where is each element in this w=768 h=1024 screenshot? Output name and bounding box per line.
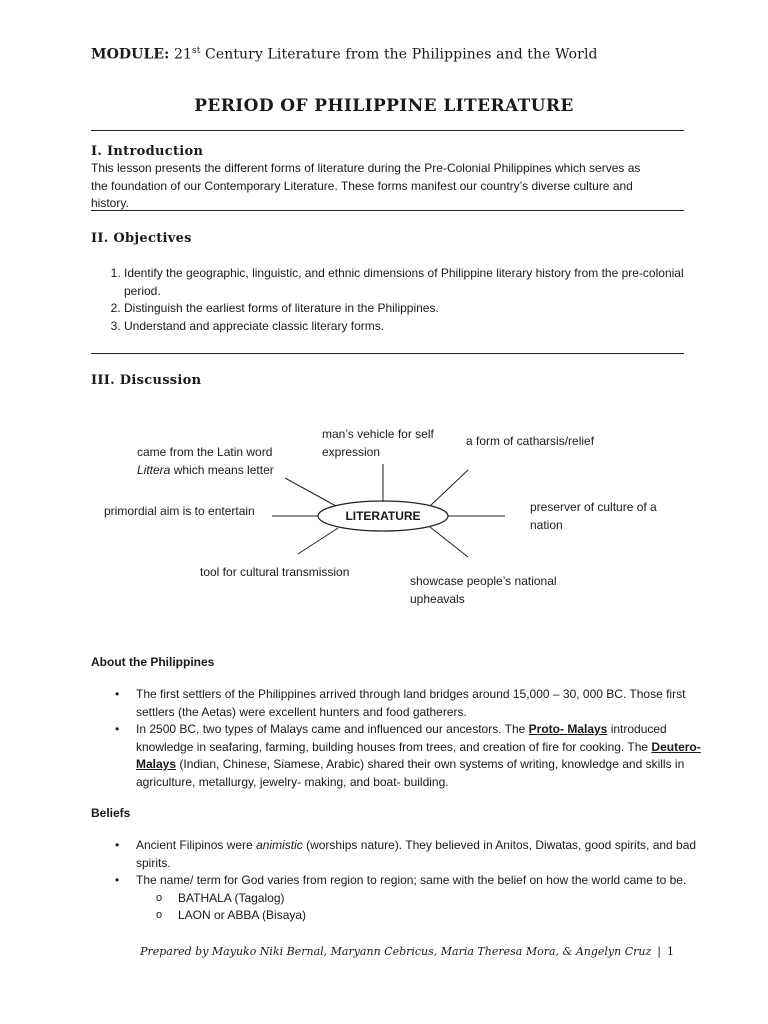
introduction-text: This lesson presents the different forms of literature during the Pre-Colonial Philippines which serves as the foundation of our Contemporary Literature. These forms manifest our country’s diverse culture and history.: [91, 161, 641, 210]
objectives-heading: II. Objectives: [91, 231, 192, 246]
beliefs-heading: Beliefs: [91, 806, 131, 820]
spoke-line: [285, 478, 336, 506]
objectives-list: [91, 265, 714, 335]
god-name-item: o LAON or ABBA (Bisaya): [178, 907, 726, 925]
diagram-vehicle-label: man’s vehicle for self expression: [322, 427, 434, 459]
latin-line1: came from the Latin word: [137, 445, 273, 459]
module-title: Century Literature from the Philippines and the World: [205, 46, 598, 63]
beliefs-item: [136, 837, 726, 872]
page-title: PERIOD OF PHILIPPINE LITERATURE: [194, 96, 574, 116]
god-name-item: o BATHALA (Tagalog): [178, 890, 726, 908]
module-superscript: st: [192, 46, 201, 56]
diagram-showcase-label: showcase people’s national upheavals: [410, 574, 557, 606]
module-header: [91, 46, 598, 63]
diagram-center-label: LITERATURE: [345, 509, 421, 523]
spoke-line: [430, 527, 468, 557]
about-text: (Indian, Chinese, Siamese, Arabic) shared their own systems of writing, knowledge and skills in agriculture, metallurgy, jewelry- making, and boat- building.: [136, 757, 685, 789]
divider: [91, 130, 684, 131]
beliefs-item: [136, 872, 726, 925]
beliefs-text: The name/ term for God varies from region to region; same with the belief on how the world came to be.: [136, 873, 687, 887]
divider: [91, 210, 684, 211]
spoke-line: [298, 528, 338, 554]
about-list: [91, 686, 726, 791]
diagram-latin-label: [137, 443, 287, 479]
latin-rest: which means letter: [170, 463, 274, 477]
about-item: [136, 721, 726, 791]
diagram-entertain-label: primordial aim is to entertain: [104, 504, 255, 518]
spoke-line: [430, 470, 468, 506]
beliefs-list: [91, 837, 726, 925]
animistic-term: animistic: [256, 838, 303, 852]
about-text: introduced knowledge in seafaring, farming, building houses from trees, and creation of fire for cooking. The: [136, 722, 667, 754]
page-footer: Prepared by Mayuko Niki Bernal, Maryann Cebricus, Maria Theresa Mora, & Angelyn Cruz | 1: [140, 945, 674, 958]
deutero-malays-term: Deutero- Malays: [136, 739, 701, 771]
objective-item: 1. Identify the geographic, linguistic, and ethnic dimensions of Philippine literary history from the pre-colonial period.: [124, 265, 714, 300]
introduction-heading: I. Introduction: [91, 144, 204, 159]
module-label: MODULE:: [91, 46, 170, 63]
page-number: 1: [667, 945, 674, 958]
god-names-list: [136, 890, 726, 925]
about-heading: About the Philippines: [91, 655, 215, 669]
diagram-catharsis-label: a form of catharsis/relief: [466, 434, 595, 448]
diagram-preserver-label: preserver of culture of a nation: [530, 500, 657, 532]
about-item: • The first settlers of the Philippines arrived through land bridges around 15,000 – 30, 000 BC. Those first settlers (the Aetas) were excellent hunters and food gatherers.: [136, 686, 726, 721]
about-text: In 2500 BC, two types of Malays came and influenced our ancestors. The: [136, 722, 529, 736]
discussion-heading: III. Discussion: [91, 373, 202, 388]
beliefs-text: (worships nature). They believed in Anitos, Diwatas, good spirits, and bad spirits.: [136, 838, 697, 870]
latin-italic: Littera: [137, 463, 171, 477]
module-number: 21: [174, 46, 193, 63]
literature-concept-diagram: [0, 415, 768, 615]
divider: [91, 353, 684, 354]
diagram-tool-label: tool for cultural transmission: [200, 565, 350, 579]
beliefs-text: Ancient Filipinos were: [136, 838, 257, 852]
objective-item: 2. Distinguish the earliest forms of literature in the Philippines.: [124, 300, 714, 318]
proto-malays-term: Proto- Malays: [528, 722, 608, 736]
footer-prepared-by: Prepared by Mayuko Niki Bernal, Maryann Cebricus, Maria Theresa Mora, & Angelyn Cruz: [140, 945, 652, 958]
objective-item: 3. Understand and appreciate classic literary forms.: [124, 318, 714, 336]
